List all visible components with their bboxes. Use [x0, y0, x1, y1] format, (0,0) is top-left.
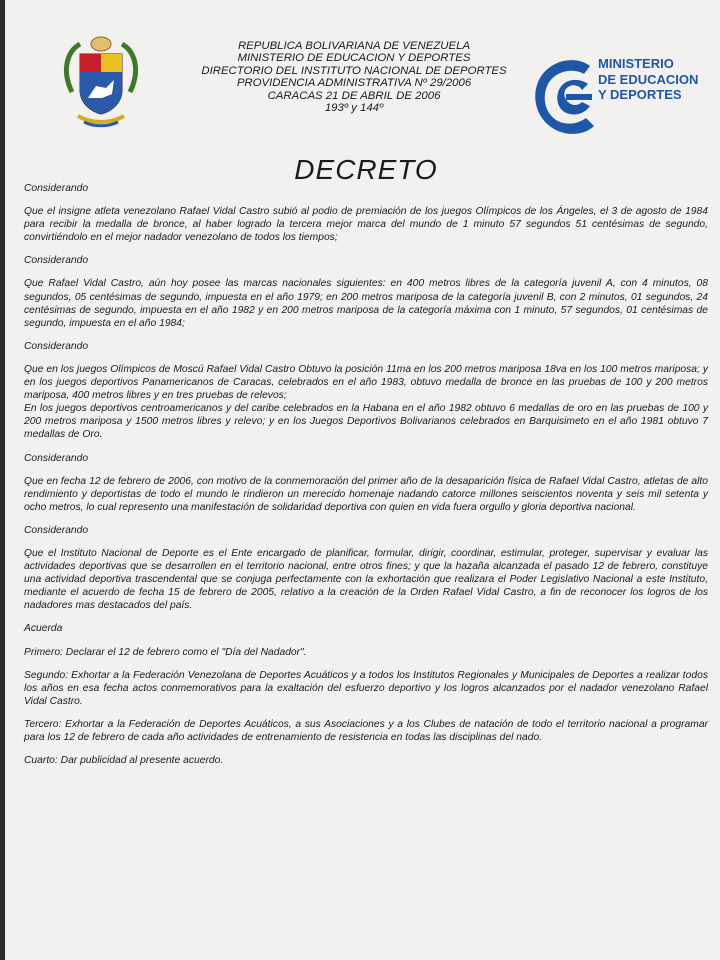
paragraph: Que en fecha 12 de febrero de 2006, con motivo de la conmemoración del primer año de la desaparición física de Rafael Vidal Castro, atletas de alto rendimiento y deportistas de todo el mundo le rindieron un merecido homenaje nadando catorce millones seiscientos noventa y seis mil setenta y ocho metros, lo cual represento una manifestación de solidaridad deportiva con quien en vida fuera orgullo y gloria deportiva nacional. [24, 475, 708, 513]
document-header [24, 26, 708, 185]
document-page [24, 26, 708, 767]
considerando-label: Considerando [24, 452, 89, 464]
header-line-providencia: PROVIDENCIA ADMINISTRATIVA Nº 29/2006 [236, 77, 472, 90]
header-line-date: CARACAS 21 DE ABRIL DE 2006 [267, 89, 441, 102]
header-line-years: 193º y 144º [324, 102, 384, 115]
acuerda-label: Acuerda [24, 623, 63, 635]
resolution-primero: Primero: Declarar el 12 de febrero como el "Día del Nadador". [24, 646, 307, 658]
ministry-logo-icon [532, 56, 598, 138]
paragraph: Que en los juegos Olímpicos de Moscú Rafael Vidal Castro Obtuvo la posición 11ma en los 200 metros mariposa 18va en los 100 metros mariposa; y en los juegos deportivos Panamericanos de Caracas, celebrados en el año 1983, obtuvo medalla de bronce en las pruebas de 100 y 200 metros mariposa, 400 metros libres y en tres pruebas de relevos; [24, 363, 708, 402]
ministry-line-1: MINISTERIO [598, 56, 674, 71]
header-line-country: REPUBLICA BOLIVARIANA DE VENEZUELA [237, 40, 471, 52]
paragraph: Que el insigne atleta venezolano Rafael Vidal Castro subió al podio de premiación de los juegos Olímpicos de los Ángeles, el 3 de agosto de 1984 para recibir la medalla de bronce, al haber logrado la tercera mejor marca del mundo de 1 minuto 57 segundos 51 centésimas de segundo, convirtiéndolo en el mejor nadador venezolano de todos los tiempos; [24, 206, 708, 244]
ministry-name [598, 56, 698, 103]
header-line-directorio: DIRECTORIO DEL INSTITUTO NACIONAL DE DEPORTES [201, 64, 507, 77]
header-text-block [184, 40, 524, 114]
ministry-line-3: Y DEPORTES [598, 87, 682, 102]
coat-of-arms-icon [58, 32, 144, 128]
considerando-label: Considerando [24, 340, 89, 352]
resolution-cuarto: Cuarto: Dar publicidad al presente acuerdo. [24, 755, 224, 767]
paragraph: Que el Instituto Nacional de Deporte es el Ente encargado de planificar, formular, dirigir, coordinar, estimular, proteger, supervisar y evaluar las actividades deportivas que se desarrollen en el territorio nacional, entre otros fines; y que la hazaña alcanzada el pasado 12 de febrero, constituye una actividad deportiva trascendental que se conjuga perfectamente con la exhortación que realizara el Poder Legislativo Nacional a este Instituto, mediante el acuerdo de fecha 15 de febrero de 2005, relativo a la creación de la Orden Rafael Vidal Castro, a fin de reconocer los logros de los nadadores mas destacados del país. [24, 547, 708, 612]
decree-title: DECRETO [294, 154, 438, 185]
considerando-label: Considerando [24, 524, 89, 536]
header-line-ministry: MINISTERIO DE EDUCACION Y DEPORTES [237, 52, 471, 65]
left-edge-bar [0, 0, 5, 960]
ministry-line-2: DE EDUCACION [598, 71, 699, 87]
paragraph: Que Rafael Vidal Castro, aún hoy posee las marcas nacionales siguientes: en 400 metros libres de la categoría juvenil A, con 4 minutos, 08 segundos, 05 centésimas de segundo, impuesta en el año 1979; en 200 metros mariposa de la categoría juvenil B, con 2 minutos, 01 segundos, 24 centésimas de segundo, impuesta en el año 1982 y en 200 metros mariposa de la categoría máxima con 1 minuto, 57 segundos, 01 centésimas de segundo, impuesta en el año 1984; [24, 278, 708, 329]
paragraph: En los juegos deportivos centroamericanos y del caribe celebrados en la Habana en el año 1982 obtuvo 6 medallas de oro en las pruebas de 100 y 200 metros mariposa y 1500 metros libres y relevo; y en los Juegos Deportivos Bolivarianos celebrados en Barquisimeto en el año 1981 obtuvo 7 medallas de Oro. [24, 403, 708, 441]
considerando-label: Considerando [24, 255, 89, 267]
considerando-label: Considerando [24, 183, 89, 194]
resolution-tercero: Tercero: Exhortar a la Federación de Deportes Acuáticos, a sus Asociaciones y a los Clubes de natación de todo el territorio nacional a programar para los 12 de febrero de cada año actividades de entrenamiento de resistencia en todas las disciplinas del nado. [24, 718, 708, 743]
document-body [24, 182, 708, 777]
resolution-segundo: Segundo: Exhortar a la Federación Venezolana de Deportes Acuáticos y a todos los Institutos Regionales y Municipales de Deportes a realizar todos los años en esa fecha actos conmemorativos para la exaltación del esfuerzo deportivo y los logros alcanzados por el nadador venezolano Rafael Vidal Castro. [24, 669, 708, 707]
